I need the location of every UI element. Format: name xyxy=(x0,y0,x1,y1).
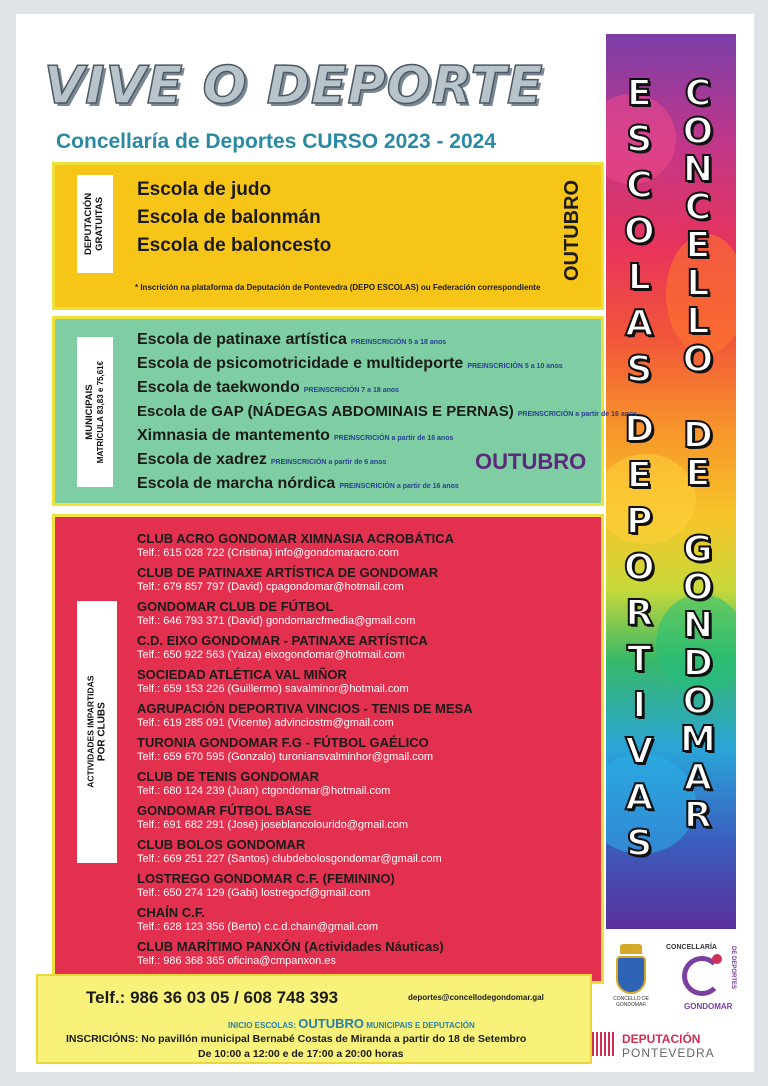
club-name: CLUB MARÍTIMO PANXÓN (Actividades Náuticas) xyxy=(137,939,444,954)
club-entry xyxy=(137,769,390,797)
club-contact[interactable]: Telf.: 619 285 091 (Vicente) advinciostm@gmail.com xyxy=(137,717,394,729)
logo-text-line: CONCELLO DE xyxy=(613,996,649,1002)
school-name: Escola de GAP (NÁDEGAS ABDOMINAIS E PERNAS) xyxy=(137,403,514,420)
side-label-line: MUNICIPAIS xyxy=(83,384,95,440)
vertical-letter: C xyxy=(684,187,712,228)
club-contact[interactable]: Telf.: 615 028 722 (Cristina) info@gondomaracro.com xyxy=(137,547,399,559)
vertical-letter: O xyxy=(682,567,714,608)
preinscription-note: PREINSCRICIÓN 5 a 10 anos xyxy=(467,363,563,370)
logo-text-line: DEPUTACIÓN xyxy=(622,1032,701,1046)
club-contact[interactable]: Telf.: 650 922 563 (Yaiza) eixogondomar@hotmail.com xyxy=(137,649,405,661)
preinscription-note: PREINSCRICIÓN a partir de 16 anos xyxy=(339,483,459,490)
vertical-letter: S xyxy=(626,119,653,160)
logo-text-top: CONCELLARÍA xyxy=(666,944,717,951)
poster-title: VIVE O DEPORTE xyxy=(44,56,544,116)
vertical-letter: S xyxy=(626,349,653,390)
club-entry xyxy=(137,565,438,593)
vertical-letter: A xyxy=(625,777,654,818)
inscription-note: * Inscrición na plataforma da Deputación de Pontevedra (DEPO ESCOLAS) ou Federación correspondiente xyxy=(135,283,541,292)
school-name: Ximnasia de mantemento xyxy=(137,427,330,444)
club-entry xyxy=(137,871,395,899)
vertical-letter: G xyxy=(683,529,713,570)
school-name: Escola de xadrez xyxy=(137,451,267,468)
side-label-line: DEPUTACIÓN xyxy=(83,192,95,256)
club-entry xyxy=(137,701,473,729)
school-row xyxy=(137,401,637,420)
club-entry xyxy=(137,939,444,967)
vertical-letter: O xyxy=(682,681,714,722)
start-prefix: INICIO ESCOLAS: xyxy=(228,1021,297,1030)
vertical-letter: T xyxy=(627,639,652,680)
escolas-deportivas-vertical-title xyxy=(624,73,655,872)
club-contact[interactable]: Telf.: 659 670 595 (Gonzalo) turoniansvalminhor@gmail.com xyxy=(137,751,434,763)
vertical-letter: N xyxy=(682,605,713,646)
club-contact[interactable]: Telf.: 691 682 291 (José) joseblancolourido@gmail.com xyxy=(137,819,409,831)
school-name: Escola de psicomotricidade e multideporte xyxy=(137,355,464,372)
deputacion-bars-icon xyxy=(592,1032,616,1056)
start-month: OUTUBRO xyxy=(298,1016,364,1031)
poster xyxy=(16,14,754,1072)
club-entry xyxy=(137,837,442,865)
club-contact[interactable]: Telf.: 646 793 371 (David) gondomarcfmedia@gmail.com xyxy=(137,615,416,627)
vertical-letter: I xyxy=(632,685,646,726)
municipal-schools-box xyxy=(52,316,638,506)
vertical-letter: O xyxy=(682,339,714,380)
vertical-letter: E xyxy=(627,455,652,496)
concello-logo-text xyxy=(606,997,656,1008)
side-label-line: ACTIVIDADES IMPARTIDAS xyxy=(85,675,96,789)
concello-de-gondomar-vertical-title xyxy=(680,73,716,836)
municipais-side-label xyxy=(77,337,113,487)
school-item: Escola de baloncesto xyxy=(137,235,332,256)
preinscription-note: PREINSCRICIÓN a partir de 16 anos xyxy=(517,411,638,418)
club-name: CLUB ACRO GONDOMAR XIMNASIA ACROBÁTICA xyxy=(137,531,455,546)
club-contact[interactable]: Telf.: 628 123 356 (Berto) c.c.d.chain@gmail.com xyxy=(137,921,379,933)
deputacion-schools-box xyxy=(52,162,604,310)
school-name: Escola de patinaxe artística xyxy=(137,331,347,348)
side-label-line: POR CLUBS xyxy=(96,702,108,762)
vertical-letter: A xyxy=(625,303,654,344)
contact-email[interactable]: deportes@concellodegondomar.gal xyxy=(408,993,544,1002)
start-date-line xyxy=(228,1016,475,1031)
athlete-head-icon xyxy=(712,954,722,964)
club-contact[interactable]: Telf.: 986 368 365 oficina@cmpanxon.es xyxy=(137,955,336,967)
vertical-letter: A xyxy=(683,757,712,798)
vertical-letter: E xyxy=(685,225,711,266)
vertical-letter: R xyxy=(684,795,712,836)
contact-footer xyxy=(36,974,592,1064)
school-row xyxy=(137,329,446,349)
club-name: SOCIEDAD ATLÉTICA VAL MIÑOR xyxy=(137,667,347,682)
concello-gondomar-logo xyxy=(606,944,656,1008)
vertical-letter: O xyxy=(624,547,655,588)
preinscription-note: PREINSCRICIÓN 5 a 18 anos xyxy=(350,339,447,346)
logo-text-line: GONDOMAR xyxy=(616,1001,646,1008)
vertical-letter: D xyxy=(624,409,655,450)
vertical-letter: D xyxy=(682,415,713,456)
contact-phone: Telf.: 986 36 03 05 / 608 748 393 xyxy=(86,988,339,1007)
vertical-letter: C xyxy=(626,165,653,206)
deputacion-pontevedra-logo xyxy=(592,1026,742,1066)
school-name: Escola de taekwondo xyxy=(137,379,300,396)
club-entry xyxy=(137,633,428,661)
school-item: Escola de balonmán xyxy=(137,207,321,228)
club-name: GONDOMAR FÚTBOL BASE xyxy=(137,803,312,818)
vertical-letter: N xyxy=(682,149,713,190)
club-entry xyxy=(137,803,408,831)
start-suffix: MUNICIPAIS E DEPUTACIÓN xyxy=(366,1021,475,1030)
vertical-letter: P xyxy=(626,501,653,542)
club-entry xyxy=(137,531,454,559)
inscription-info: INSCRICIÓNS: No pavillón municipal Bernabé Costas de Miranda a partir do 18 de Setembro xyxy=(66,1033,527,1045)
vertical-letter: M xyxy=(680,719,716,760)
poster-subtitle: Concellaría de Deportes CURSO 2023 - 2024 xyxy=(56,130,497,153)
club-name: C.D. EIXO GONDOMAR - PATINAXE ARTÍSTICA xyxy=(137,633,428,648)
vertical-letter: L xyxy=(627,257,651,298)
club-name: CLUB DE PATINAXE ARTÍSTICA DE GONDOMAR xyxy=(137,565,439,580)
vertical-letter: S xyxy=(626,823,653,864)
preinscription-note: PREINSCRICIÓN a partir de 16 anos xyxy=(333,435,454,442)
club-contact[interactable]: Telf.: 669 251 227 (Santos) clubdebolosgondomar@gmail.com xyxy=(137,853,442,865)
club-contact[interactable]: Telf.: 650 274 129 (Gabi) lostregocf@gmail.com xyxy=(137,887,371,899)
clubs-box xyxy=(52,514,604,984)
vertical-letter: O xyxy=(624,211,655,252)
club-entry xyxy=(137,599,415,627)
vertical-letter: L xyxy=(686,301,710,342)
vertical-letter: L xyxy=(686,263,710,304)
club-contact[interactable]: Telf.: 659 153 226 (Guillermo) savalminor@hotmail.com xyxy=(137,683,409,695)
school-row xyxy=(137,425,453,445)
club-name: GONDOMAR CLUB DE FÚTBOL xyxy=(137,599,334,614)
school-row xyxy=(137,449,386,469)
club-entry xyxy=(137,735,433,763)
preinscription-note: PREINSCRICIÓN 7 a 18 anos xyxy=(303,387,400,394)
vertical-letter: O xyxy=(682,111,714,152)
school-item: Escola de judo xyxy=(137,179,272,200)
side-label-line: GRATUITAS xyxy=(94,196,106,252)
school-name: Escola de marcha nórdica xyxy=(137,475,336,492)
club-name: TURONIA GONDOMAR F.G - FÚTBOL GAÉLICO xyxy=(137,735,429,750)
club-name: LOSTREGO GONDOMAR C.F. (FEMININO) xyxy=(137,871,395,886)
vertical-letter: D xyxy=(682,643,713,684)
crown-icon xyxy=(620,944,642,954)
logo-text-side: DE DEPORTES xyxy=(730,946,736,990)
school-row xyxy=(137,473,459,493)
deputacion-month xyxy=(555,179,591,281)
vertical-letter: C xyxy=(684,73,712,114)
deputacion-side-label xyxy=(77,175,113,273)
club-contact[interactable]: Telf.: 679 857 797 (David) cpagondomar@hotmail.com xyxy=(137,581,404,593)
club-name: AGRUPACIÓN DEPORTIVA VINCIOS - TENIS DE MESA xyxy=(137,701,473,716)
shield-icon xyxy=(616,956,646,994)
logo-text-bottom: GONDOMAR xyxy=(684,1002,733,1011)
side-label-line: MATRÍCULA 83,83 e 75,61€ xyxy=(95,360,105,464)
vertical-letter: E xyxy=(627,73,652,114)
club-name: CLUB DE TENIS GONDOMAR xyxy=(137,769,319,784)
vertical-letter: R xyxy=(625,593,654,634)
school-row xyxy=(137,353,563,373)
preinscription-note: PREINSCRICIÓN a partir de 6 anos xyxy=(270,459,387,466)
vertical-letter: V xyxy=(625,731,654,772)
logo-text-line: PONTEVEDRA xyxy=(622,1046,715,1060)
clubs-side-label xyxy=(77,601,117,863)
vertical-letter: E xyxy=(685,453,711,494)
club-entry xyxy=(137,905,378,933)
club-name: CLUB BOLOS GONDOMAR xyxy=(137,837,306,852)
school-row xyxy=(137,377,399,397)
club-name: CHAÍN C.F. xyxy=(137,905,205,920)
club-contact[interactable]: Telf.: 680 124 239 (Juan) ctgondomar@hotmail.com xyxy=(137,785,391,797)
month-label: OUTUBRO xyxy=(561,179,584,281)
opening-hours: De 10:00 a 12:00 e de 17:00 a 20:00 horas xyxy=(198,1048,404,1060)
municipais-month: OUTUBRO xyxy=(475,449,587,474)
concellaria-deportes-logo xyxy=(666,944,748,1014)
club-entry xyxy=(137,667,409,695)
